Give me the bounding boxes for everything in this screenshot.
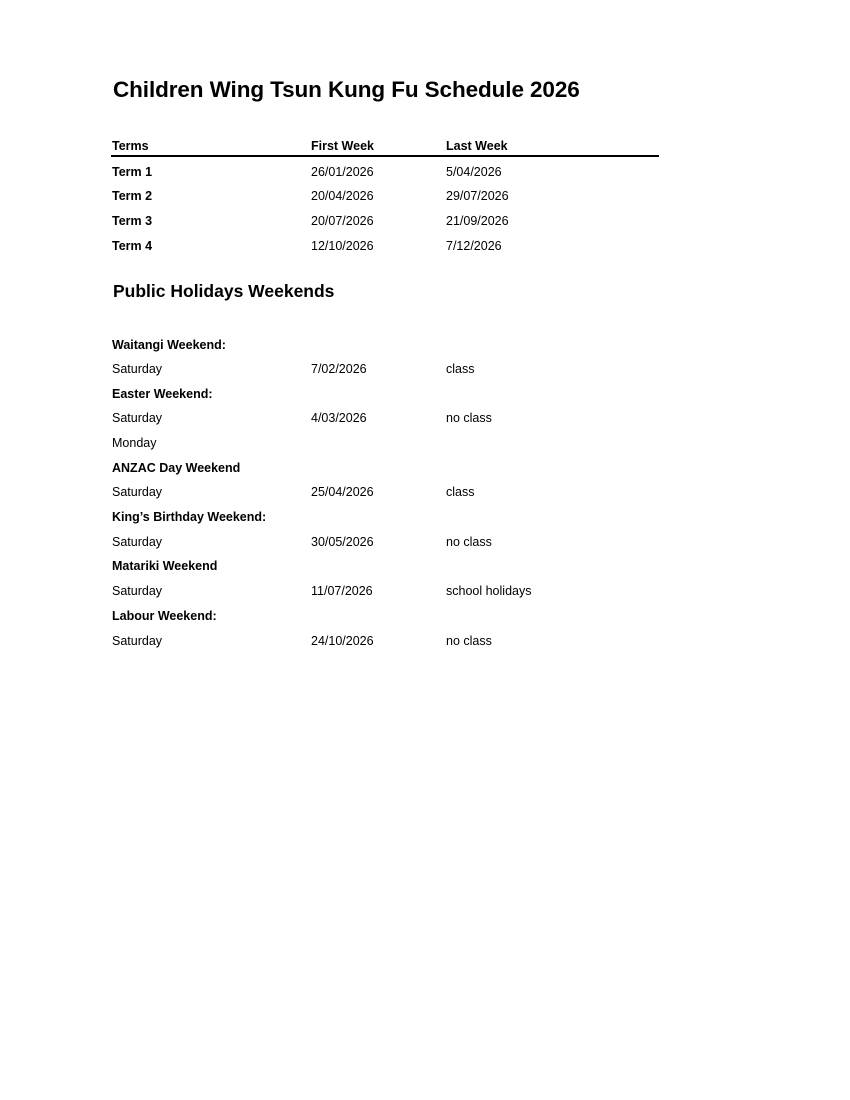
holiday-status: school holidays xyxy=(446,584,532,598)
holiday-day: Monday xyxy=(112,436,157,450)
holiday-day: Saturday xyxy=(112,485,163,499)
holiday-date: 7/02/2026 xyxy=(311,362,367,376)
header-last-week: Last Week xyxy=(446,139,508,153)
term-last-week: 7/12/2026 xyxy=(446,239,502,253)
term-name: Term 1 xyxy=(112,165,153,179)
holiday-group-name: Labour Weekend: xyxy=(112,609,217,623)
holiday-day: Saturday xyxy=(112,535,163,549)
holiday-date: 4/03/2026 xyxy=(311,411,367,425)
holidays-title: Public Holidays Weekends xyxy=(113,281,335,301)
holiday-group-name: Waitangi Weekend: xyxy=(112,338,226,352)
term-first-week: 12/10/2026 xyxy=(311,239,374,253)
term-last-week: 5/04/2026 xyxy=(446,165,502,179)
holiday-status: class xyxy=(446,485,475,499)
holiday-day: Saturday xyxy=(112,362,163,376)
holiday-date: 24/10/2026 xyxy=(311,634,374,648)
holiday-date: 11/07/2026 xyxy=(311,584,373,598)
holiday-day: Saturday xyxy=(112,411,163,425)
holiday-date: 30/05/2026 xyxy=(311,535,374,549)
holiday-status: no class xyxy=(446,535,492,549)
term-first-week: 26/01/2026 xyxy=(311,165,374,179)
term-name: Term 2 xyxy=(112,189,153,203)
holiday-group-name: Matariki Weekend xyxy=(112,559,218,573)
holiday-date: 25/04/2026 xyxy=(311,485,374,499)
term-last-week: 29/07/2026 xyxy=(446,189,509,203)
term-first-week: 20/07/2026 xyxy=(311,214,374,228)
term-last-week: 21/09/2026 xyxy=(446,214,509,228)
holiday-day: Saturday xyxy=(112,634,163,648)
term-name: Term 4 xyxy=(112,239,153,253)
holiday-group-name: Easter Weekend: xyxy=(112,387,213,401)
term-name: Term 3 xyxy=(112,214,153,228)
header-first-week: First Week xyxy=(311,139,374,153)
header-terms: Terms xyxy=(112,139,149,153)
term-first-week: 20/04/2026 xyxy=(311,189,374,203)
holiday-status: class xyxy=(446,362,475,376)
header-underline xyxy=(111,155,659,157)
page-title: Children Wing Tsun Kung Fu Schedule 2026 xyxy=(113,77,580,102)
holiday-status: no class xyxy=(446,411,492,425)
holiday-day: Saturday xyxy=(112,584,163,598)
holiday-group-name: ANZAC Day Weekend xyxy=(112,461,241,475)
holiday-status: no class xyxy=(446,634,492,648)
holiday-group-name: King’s Birthday Weekend: xyxy=(112,510,267,524)
